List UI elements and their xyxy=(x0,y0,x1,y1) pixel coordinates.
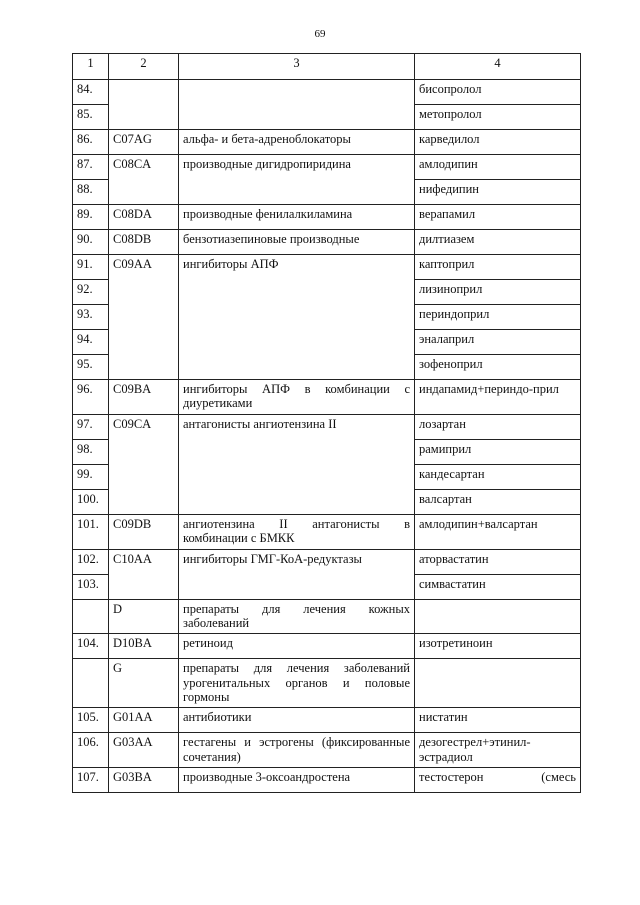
row-number: 106. xyxy=(73,733,109,768)
row-number: 96. xyxy=(73,380,109,415)
atc-code: D10BA xyxy=(109,634,179,659)
table-row xyxy=(73,130,581,155)
group-description: бензотиазепиновые производные xyxy=(179,230,415,255)
atc-code: C07AG xyxy=(109,130,179,155)
group-description: производные фенилалкиламина xyxy=(179,205,415,230)
drug-name: карведилол xyxy=(415,130,581,155)
row-number: 100. xyxy=(73,489,109,514)
header-cell: 2 xyxy=(109,54,179,80)
header-cell: 3 xyxy=(179,54,415,80)
row-number: 97. xyxy=(73,414,109,439)
row-number: 86. xyxy=(73,130,109,155)
table-header-row xyxy=(73,54,581,80)
drug-name: дезогестрел+этинил-эстрадиол xyxy=(415,733,581,768)
row-number: 89. xyxy=(73,205,109,230)
atc-code: C09BA xyxy=(109,380,179,415)
section-code: G xyxy=(109,659,179,708)
group-description: производные 3-оксоандростена xyxy=(179,768,415,793)
row-number: 99. xyxy=(73,464,109,489)
header-cell: 1 xyxy=(73,54,109,80)
atc-code: C10AA xyxy=(109,549,179,599)
atc-code: C09AA xyxy=(109,255,179,380)
table-row xyxy=(73,205,581,230)
atc-code: C09DB xyxy=(109,514,179,549)
group-description: гестагены и эстрогены (фиксированные сочетания) xyxy=(179,733,415,768)
atc-code: C08CA xyxy=(109,155,179,205)
drug-name: амлодипин xyxy=(415,155,581,180)
drug-name: лизиноприл xyxy=(415,280,581,305)
group-description: ингибиторы ГМГ-КоА-редуктазы xyxy=(179,549,415,599)
row-number: 84. xyxy=(73,80,109,105)
drug-name: кандесартан xyxy=(415,464,581,489)
drug-name: лозартан xyxy=(415,414,581,439)
table-row xyxy=(73,414,581,439)
row-number: 92. xyxy=(73,280,109,305)
row-number: 103. xyxy=(73,574,109,599)
table-row xyxy=(73,230,581,255)
row-number: 94. xyxy=(73,330,109,355)
group-description: ингибиторы АПФ в комбинации с диуретиками xyxy=(179,380,415,415)
row-number: 98. xyxy=(73,439,109,464)
row-number: 93. xyxy=(73,305,109,330)
atc-code: G01AA xyxy=(109,708,179,733)
drug-name: эналаприл xyxy=(415,330,581,355)
group-description: ангиотензина II антагонисты в комбинации с БМКК xyxy=(179,514,415,549)
row-number: 87. xyxy=(73,155,109,180)
drug-name: верапамил xyxy=(415,205,581,230)
table-row xyxy=(73,708,581,733)
drug-name xyxy=(415,659,581,708)
group-description: ретиноид xyxy=(179,634,415,659)
drug-table xyxy=(72,53,581,793)
drug-name: периндоприл xyxy=(415,305,581,330)
drug-name: тестостерон (смесь xyxy=(415,768,581,793)
row-number: 101. xyxy=(73,514,109,549)
row-number xyxy=(73,599,109,634)
drug-name: рамиприл xyxy=(415,439,581,464)
row-number: 91. xyxy=(73,255,109,280)
table-row xyxy=(73,768,581,793)
drug-name: нистатин xyxy=(415,708,581,733)
atc-code: G03BA xyxy=(109,768,179,793)
atc-code: C09CA xyxy=(109,414,179,514)
table-row xyxy=(73,634,581,659)
atc-code: C08DA xyxy=(109,205,179,230)
table-row xyxy=(73,80,581,105)
section-description: препараты для лечения заболеваний урогенитальных органов и половые гормоны xyxy=(179,659,415,708)
group-description: антагонисты ангиотензина II xyxy=(179,414,415,514)
drug-name: метопролол xyxy=(415,105,581,130)
section-description: препараты для лечения кожных заболеваний xyxy=(179,599,415,634)
row-number: 85. xyxy=(73,105,109,130)
table-row xyxy=(73,549,581,574)
page-number: 69 xyxy=(314,28,326,40)
row-number: 102. xyxy=(73,549,109,574)
drug-name xyxy=(415,599,581,634)
atc-code: C08DB xyxy=(109,230,179,255)
group-description: производные дигидропиридина xyxy=(179,155,415,205)
group-description: ингибиторы АПФ xyxy=(179,255,415,380)
drug-name: зофеноприл xyxy=(415,355,581,380)
drug-name: валсартан xyxy=(415,489,581,514)
drug-name: бисопролол xyxy=(415,80,581,105)
row-number: 90. xyxy=(73,230,109,255)
atc-code: G03AA xyxy=(109,733,179,768)
group-description: антибиотики xyxy=(179,708,415,733)
atc-code xyxy=(109,80,179,130)
row-number: 88. xyxy=(73,180,109,205)
row-number: 105. xyxy=(73,708,109,733)
group-description: альфа- и бета-адреноблокаторы xyxy=(179,130,415,155)
drug-name: каптоприл xyxy=(415,255,581,280)
group-description xyxy=(179,80,415,130)
drug-name: индапамид+периндо-прил xyxy=(415,380,581,415)
drug-name: нифедипин xyxy=(415,180,581,205)
table-row xyxy=(73,380,581,415)
drug-name: симвастатин xyxy=(415,574,581,599)
drug-name: амлодипин+валсартан xyxy=(415,514,581,549)
table-row xyxy=(73,255,581,280)
table-row xyxy=(73,733,581,768)
header-cell: 4 xyxy=(415,54,581,80)
drug-name: изотретиноин xyxy=(415,634,581,659)
row-number: 107. xyxy=(73,768,109,793)
drug-name: дилтиазем xyxy=(415,230,581,255)
section-row xyxy=(73,599,581,634)
row-number: 104. xyxy=(73,634,109,659)
row-number: 95. xyxy=(73,355,109,380)
row-number xyxy=(73,659,109,708)
section-code: D xyxy=(109,599,179,634)
table-row xyxy=(73,514,581,549)
drug-name: аторвастатин xyxy=(415,549,581,574)
section-row xyxy=(73,659,581,708)
table-row xyxy=(73,155,581,180)
